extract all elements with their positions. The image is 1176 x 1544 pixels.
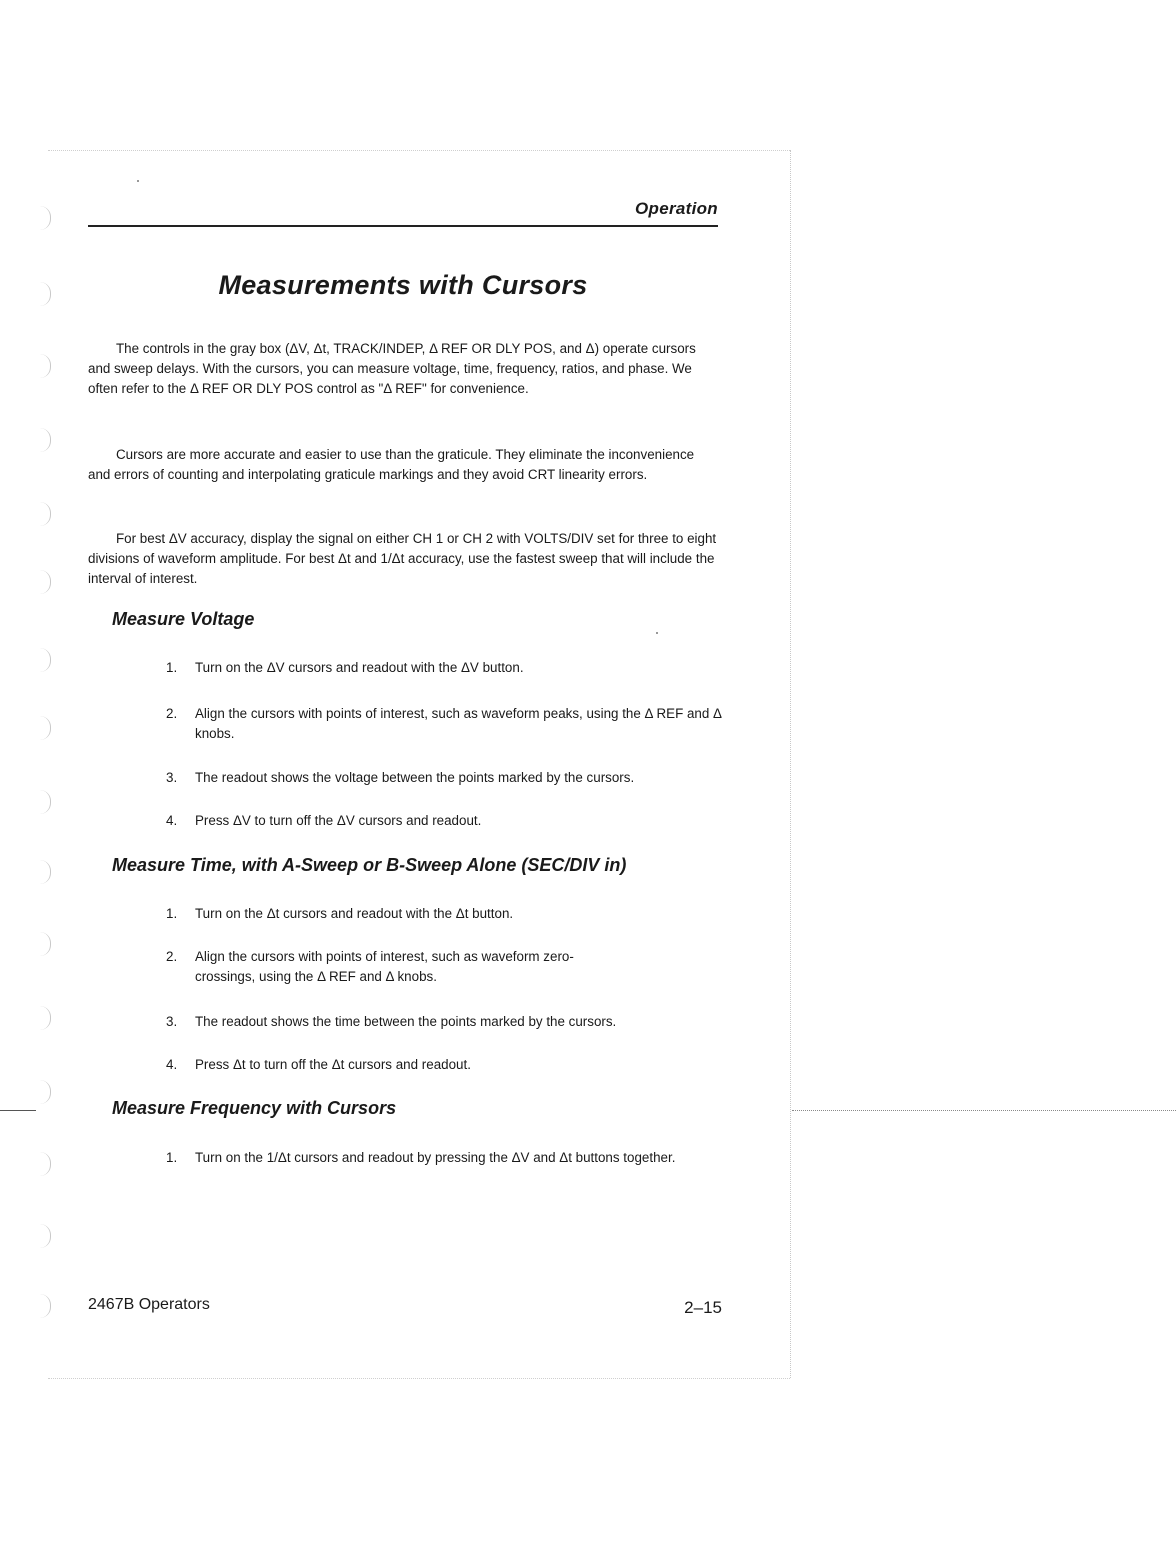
- step-text: Press ΔV to turn off the ΔV cursors and readout.: [195, 813, 482, 828]
- binder-hole-mark: [40, 354, 51, 378]
- binder-hole-mark: [40, 1152, 51, 1176]
- scan-speck: [137, 180, 139, 182]
- step-text: Align the cursors with points of interest, such as waveform zero-crossings, using the Δ REF and Δ knobs.: [195, 949, 574, 984]
- section-heading: Measure Voltage: [112, 609, 255, 629]
- intro-paragraph: Cursors are more accurate and easier to use than the graticule. They eliminate the inconvenience and errors of counting and interpolating graticule markings and they avoid CRT linearity errors.: [88, 447, 695, 482]
- page-title: Measurements with Cursors: [218, 270, 588, 300]
- step-number: 3.: [166, 1014, 178, 1029]
- list-item: [166, 947, 616, 987]
- binder-hole-mark: [40, 570, 51, 594]
- page-number: 2–15: [684, 1298, 722, 1317]
- step-number: 2.: [166, 949, 178, 964]
- scan-page-edge-right: [790, 150, 791, 1378]
- step-number: 1.: [166, 906, 178, 921]
- list-item: [166, 704, 722, 744]
- scan-margin-line-right: [792, 1110, 1176, 1111]
- binder-hole-mark: [40, 860, 51, 884]
- binder-hole-mark: [40, 1080, 51, 1104]
- binder-hole-mark: [40, 932, 51, 956]
- section-name: Operation: [635, 199, 718, 218]
- step-text: Turn on the Δt cursors and readout with the Δt button.: [195, 906, 514, 921]
- binder-hole-mark: [40, 1224, 51, 1248]
- intro-paragraph: The controls in the gray box (ΔV, Δt, TRACK/INDEP, Δ REF OR DLY POS, and Δ) operate cursors and sweep delays. With the cursors, you can measure voltage, time, frequency, ratios, and phase. We often refer to the Δ REF OR DLY POS control as "Δ REF" for convenience.: [88, 341, 696, 396]
- binder-hole-mark: [40, 502, 51, 526]
- scan-margin-line-left: [0, 1110, 36, 1111]
- scan-page-edge-top: [48, 150, 790, 151]
- step-number: 4.: [166, 1057, 178, 1072]
- binder-hole-mark: [40, 648, 51, 672]
- list-item: [166, 904, 722, 924]
- step-number: 4.: [166, 813, 178, 828]
- scan-speck: [656, 632, 658, 634]
- binder-hole-mark: [40, 206, 51, 230]
- binder-hole-mark: [40, 716, 51, 740]
- binder-hole-mark: [40, 790, 51, 814]
- step-text: Turn on the ΔV cursors and readout with the ΔV button.: [195, 660, 524, 675]
- list-item: [166, 658, 722, 678]
- section-heading: Measure Frequency with Cursors: [112, 1098, 397, 1118]
- step-number: 3.: [166, 770, 178, 785]
- step-text: Press Δt to turn off the Δt cursors and readout.: [195, 1057, 471, 1072]
- list-item: [166, 811, 722, 831]
- list-item: [166, 768, 722, 788]
- list-item: [166, 1055, 722, 1075]
- manual-name: 2467B Operators: [88, 1296, 210, 1313]
- running-header: [88, 199, 718, 227]
- step-text: The readout shows the time between the points marked by the cursors.: [195, 1014, 617, 1029]
- section-heading: Measure Time, with A-Sweep or B-Sweep Alone (SEC/DIV in): [112, 855, 627, 875]
- step-text: The readout shows the voltage between the points marked by the cursors.: [195, 770, 635, 785]
- scan-page-edge-bottom: [48, 1378, 790, 1379]
- step-number: 2.: [166, 706, 178, 721]
- step-number: 1.: [166, 660, 178, 675]
- step-text: Align the cursors with points of interest, such as waveform peaks, using the Δ REF and Δ knobs.: [195, 706, 722, 741]
- binder-hole-mark: [40, 1006, 51, 1030]
- list-item: [166, 1148, 722, 1168]
- binder-hole-mark: [40, 1294, 51, 1318]
- step-number: 1.: [166, 1150, 178, 1165]
- binder-hole-mark: [40, 282, 51, 306]
- list-item: [166, 1012, 722, 1032]
- intro-paragraph: For best ΔV accuracy, display the signal on either CH 1 or CH 2 with VOLTS/DIV set for three to eight divisions of waveform amplitude. For best Δt and 1/Δt accuracy, use the fastest sweep that will include the interval of interest.: [88, 531, 717, 586]
- step-text: Turn on the 1/Δt cursors and readout by pressing the ΔV and Δt buttons together.: [195, 1150, 676, 1165]
- binder-hole-mark: [40, 428, 51, 452]
